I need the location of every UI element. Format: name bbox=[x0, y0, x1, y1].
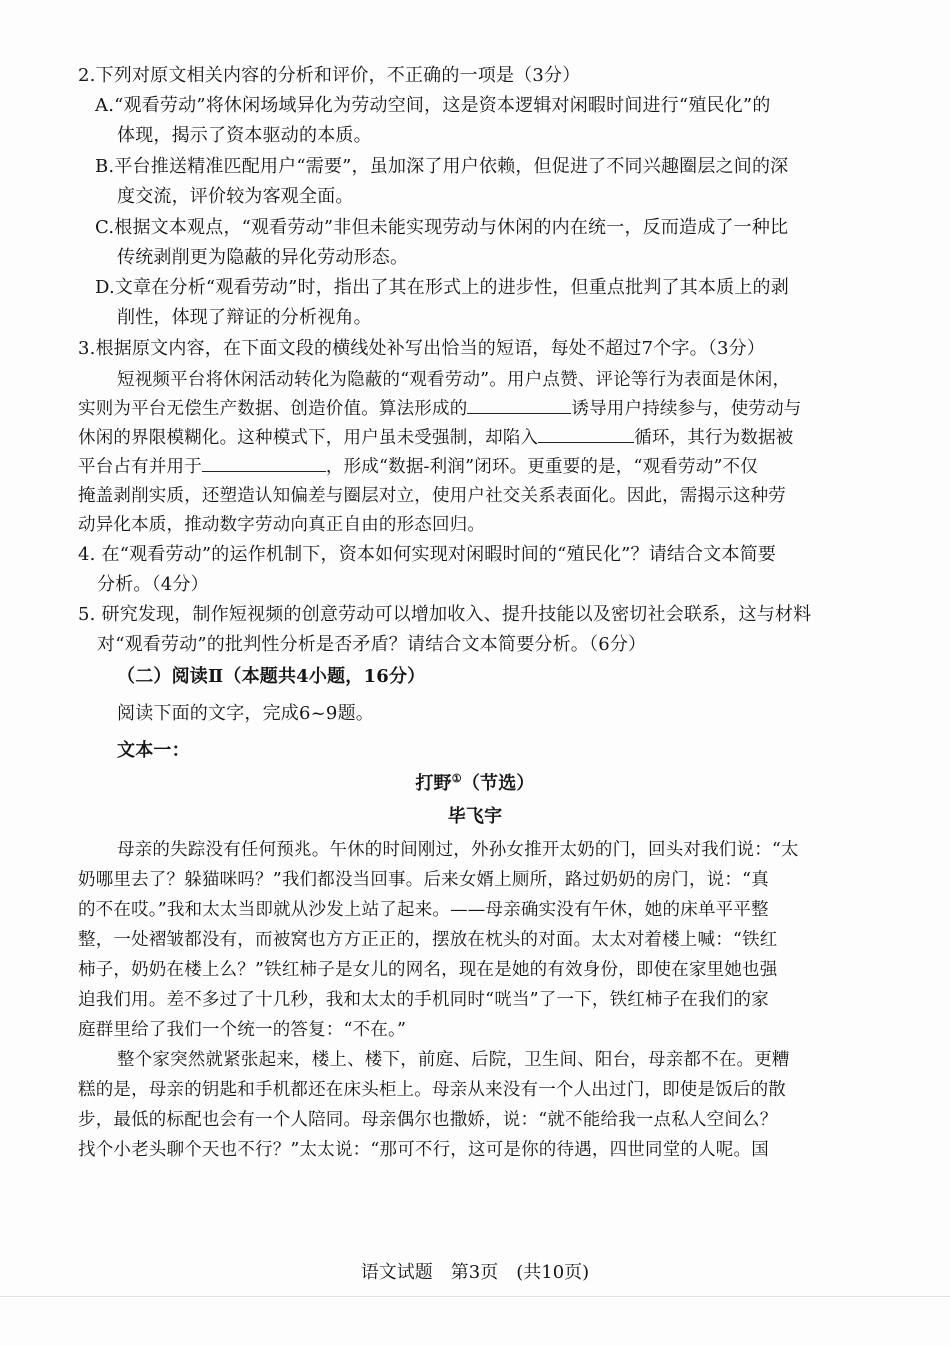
article-line: 的不在哎。”我和太太当即就从沙发上站了起来。——母亲确实没有午休，她的床单平平整 bbox=[78, 900, 769, 920]
fill-passage-line-2 bbox=[78, 397, 802, 421]
article-line: 整，一处褶皱都没有，而被窝也方方正正的，摆放在枕头的对面。太太对着楼上喊：“铁红 bbox=[78, 930, 778, 950]
article-line: 迫我们用。差不多过了十几秒，我和太太的手机同时“咣当”了一下，铁红柿子在我们的家 bbox=[78, 990, 769, 1010]
question-4-line-1: 4. 在“观看劳动”的运作机制下，资本如何实现对闲暇时间的“殖民化”？请结合文本简要 bbox=[78, 544, 777, 565]
question-5-line-2: 对“观看劳动”的批判性分析是否矛盾？请结合文本简要分析。（6分） bbox=[97, 634, 647, 655]
article-line: 步，最低的标配也会有一个人陪同。母亲偶尔也撒娇，说：“就不能给我一点私人空间么？ bbox=[78, 1110, 778, 1130]
option-b-line-1: B.平台推送精准匹配用户“需要”，虽加深了用户依赖，但促进了不同兴趣圈层之间的深 bbox=[95, 156, 789, 177]
article-line: 整个家突然就紧张起来，楼上、楼下，前庭、后院，卫生间、阳台，母亲都不在。更糟 bbox=[117, 1050, 790, 1070]
option-d-line-1: D.文章在分析“观看劳动”时，指出了其在形式上的进步性，但重点批判了其本质上的剥 bbox=[95, 277, 789, 298]
section-heading: （二）阅读Ⅱ（本题共4小题，16分） bbox=[117, 666, 426, 687]
fill-passage-line-5: 掩盖剥削实质，还塑造认知偏差与圈层对立，使用户社交关系表面化。因此，需揭示这种劳 bbox=[78, 486, 786, 506]
answer-blank-3[interactable] bbox=[202, 455, 326, 472]
article-line: 糕的是，母亲的钥匙和手机都还在床头柜上。母亲从来没有一个人出过门，即使是饭后的散 bbox=[78, 1080, 786, 1100]
text-one-label: 文本一： bbox=[117, 740, 190, 761]
question-2-stem: 2.下列对原文相关内容的分析和评价，不正确的一项是（3分） bbox=[78, 65, 581, 86]
fill-passage-text: 平台占有并用于 bbox=[78, 457, 202, 477]
question-3-stem: 3.根据原文内容，在下面文段的横线处补写出恰当的短语，每处不超过7个字。（3分） bbox=[78, 338, 766, 359]
article-line: 奶哪里去了？躲猫咪吗？”我们都没当回事。后来女婿上厕所，路过奶奶的房门，说：“真 bbox=[78, 870, 769, 890]
section-instruction: 阅读下面的文字，完成6~9题。 bbox=[117, 703, 374, 724]
question-5-line-1: 5. 研究发现，制作短视频的创意劳动可以增加收入、提升技能以及密切社会联系，这与材料 bbox=[78, 604, 812, 625]
fill-passage-text: 实则为平台无偿生产数据、创造价值。算法形成的 bbox=[78, 399, 468, 419]
article-line: 柿子，奶奶在楼上么？”铁红柿子是女儿的网名，现在是她的有效身份，即使在家里她也强 bbox=[78, 960, 778, 980]
fill-passage-line-1: 短视频平台将休闲活动转化为隐蔽的“观看劳动”。用户点赞、评论等行为表面是休闲， bbox=[117, 370, 791, 390]
article-title bbox=[0, 772, 950, 796]
option-a-line-1: A.“观看劳动”将休闲场域异化为劳动空间，这是资本逻辑对闲暇时间进行“殖民化”的 bbox=[95, 95, 771, 116]
fill-passage-line-6: 动异化本质，推动数字劳动向真正自由的形态回归。 bbox=[78, 515, 486, 535]
article-line: 找个小老头聊个天也不行？”太太说：“那可不行，这可是你的待遇，四世同堂的人呢。国 bbox=[78, 1140, 769, 1160]
page-footer: 语文试题 第3页 (共10页) bbox=[360, 1262, 590, 1283]
fill-passage-text: 循环，其行为数据被 bbox=[634, 428, 794, 448]
article-title-text: 打野 bbox=[415, 773, 452, 794]
article-author: 毕飞宇 bbox=[447, 806, 503, 827]
option-c-line-2: 传统剥削更为隐蔽的异化劳动形态。 bbox=[117, 247, 409, 268]
option-b-line-2: 度交流，评价较为客观全面。 bbox=[117, 186, 354, 207]
option-c-line-1: C.根据文本观点，“观看劳动”非但未能实现劳动与休闲的内在统一，反而造成了一种比 bbox=[95, 217, 789, 238]
option-d-line-2: 削性，体现了辩证的分析视角。 bbox=[117, 307, 372, 328]
fill-passage-text: ，形成“数据-利润”闭环。更重要的是，“观看劳动”不仅 bbox=[325, 457, 759, 477]
footer-divider bbox=[0, 1296, 950, 1297]
fill-passage-text: 休闲的界限模糊化。这种模式下，用户虽未受强制，却陷入 bbox=[78, 428, 539, 448]
article-title-suffix: （节选） bbox=[461, 773, 535, 794]
answer-blank-2[interactable] bbox=[538, 426, 634, 443]
fill-passage-line-4 bbox=[78, 455, 758, 479]
question-4-line-2: 分析。（4分） bbox=[97, 574, 209, 595]
fill-passage-line-3 bbox=[78, 426, 794, 450]
answer-blank-1[interactable] bbox=[467, 397, 571, 414]
article-line: 母亲的失踪没有任何预兆。午休的时间刚过，外孙女推开太奶的门，回头对我们说：“太 bbox=[117, 840, 799, 860]
option-a-line-2: 体现，揭示了资本驱动的本质。 bbox=[117, 125, 372, 146]
fill-passage-text: 诱导用户持续参与，使劳动与 bbox=[571, 399, 802, 419]
footnote-marker: ① bbox=[451, 772, 462, 785]
article-line: 庭群里给了我们一个统一的答复：“不在。” bbox=[78, 1020, 407, 1040]
